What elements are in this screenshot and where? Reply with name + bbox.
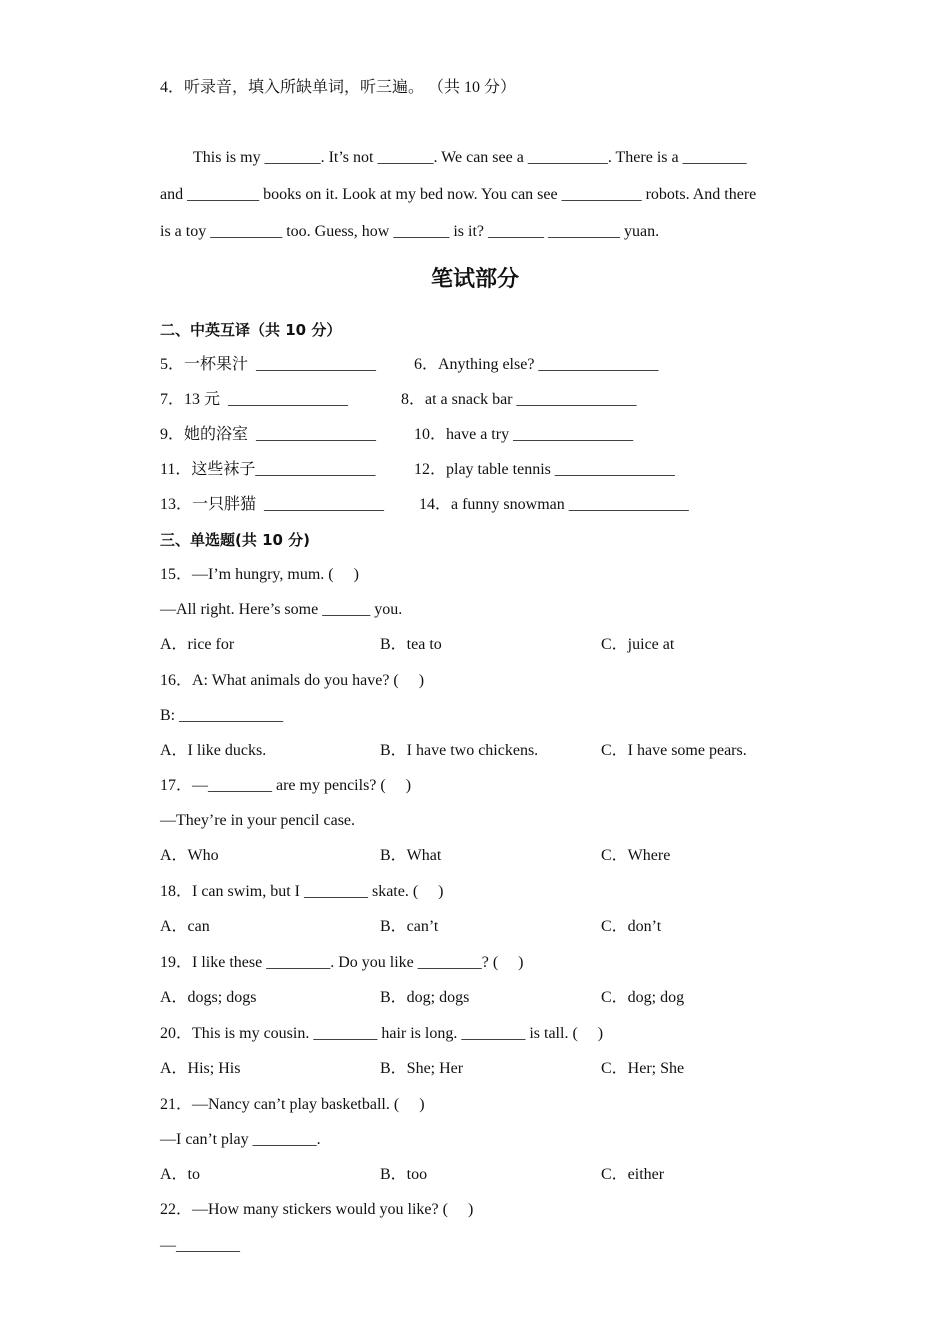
q14-item: 14．a funny snowman _______________ (419, 496, 689, 513)
q18-option-b: B．can’t (380, 918, 439, 935)
q10-item: 10．have a try _______________ (414, 426, 634, 443)
q15-option-c: C．juice at (601, 636, 675, 653)
q4-passage-line-1: This is my _______. It’s not _______. We can see a __________. There is a ________ (193, 149, 747, 166)
q21-sub: —I can’t play ________. (160, 1131, 321, 1148)
q18-stem: 18．I can swim, but I ________ skate. ( ) (160, 883, 444, 900)
q19-option-a: A．dogs; dogs (160, 989, 257, 1006)
q21-option-c: C．either (601, 1166, 665, 1183)
q12-item: 12．play table tennis _______________ (414, 461, 675, 478)
q16-sub: B: _____________ (160, 707, 284, 724)
q15-stem: 15．—I’m hungry, mum. ( ) (160, 566, 359, 583)
q19-option-c: C．dog; dog (601, 989, 685, 1006)
written-part-title: 笔试部分 (430, 267, 519, 292)
q17-stem: 17．—________ are my pencils? ( ) (160, 777, 412, 794)
q20-option-a: A．His; His (160, 1060, 241, 1077)
q4-heading: 4．听录音，填入所缺单词，听三遍。 （共 10 分） (160, 79, 517, 96)
q16-option-a: A．I like ducks. (160, 742, 267, 759)
q21-option-b: B．too (380, 1166, 428, 1183)
q19-option-b: B．dog; dogs (380, 989, 470, 1006)
q22-stem: 22．—How many stickers would you like? ( ) (160, 1201, 474, 1218)
q6-item: 6．Anything else? _______________ (414, 356, 659, 373)
q19-stem: 19．I like these ________. Do you like ________? ( ) (160, 954, 524, 971)
q9-item: 9．她的浴室 _______________ (160, 426, 377, 443)
q17-option-b: B．What (380, 847, 442, 864)
q4-passage-line-2: and _________ books on it. Look at my bed now. You can see __________ robots. And there (160, 186, 757, 203)
q4-passage-line-3: is a toy _________ too. Guess, how _______ is it? _______ _________ yuan. (160, 223, 660, 240)
q17-option-c: C．Where (601, 847, 671, 864)
q20-option-c: C．Her; She (601, 1060, 685, 1077)
q21-stem: 21．—Nancy can’t play basketball. ( ) (160, 1096, 425, 1113)
q7-item: 7．13 元 _______________ (160, 391, 349, 408)
q16-option-c: C．I have some pears. (601, 742, 747, 759)
q15-option-a: A．rice for (160, 636, 235, 653)
q21-option-a: A．to (160, 1166, 201, 1183)
q17-option-a: A．Who (160, 847, 219, 864)
q8-item: 8．at a snack bar _______________ (401, 391, 637, 408)
q18-option-a: A．can (160, 918, 210, 935)
q22-sub: —________ (160, 1237, 240, 1254)
q15-option-b: B．tea to (380, 636, 442, 653)
section-3-heading: 三、单选题(共 10 分) (160, 531, 311, 549)
q16-option-b: B．I have two chickens. (380, 742, 539, 759)
section-2-heading: 二、中英互译（共 10 分） (160, 321, 342, 339)
q20-stem: 20．This is my cousin. ________ hair is long. ________ is tall. ( ) (160, 1025, 604, 1042)
q13-item: 13．一只胖猫 _______________ (160, 496, 385, 513)
q11-item: 11．这些袜子_______________ (160, 461, 376, 478)
q17-sub: —They’re in your pencil case. (160, 812, 356, 829)
q15-sub: —All right. Here’s some ______ you. (160, 601, 403, 618)
q5-item: 5．一杯果汁 _______________ (160, 356, 377, 373)
q18-option-c: C．don’t (601, 918, 662, 935)
q20-option-b: B．She; Her (380, 1060, 464, 1077)
q16-stem: 16．A: What animals do you have? ( ) (160, 672, 425, 689)
